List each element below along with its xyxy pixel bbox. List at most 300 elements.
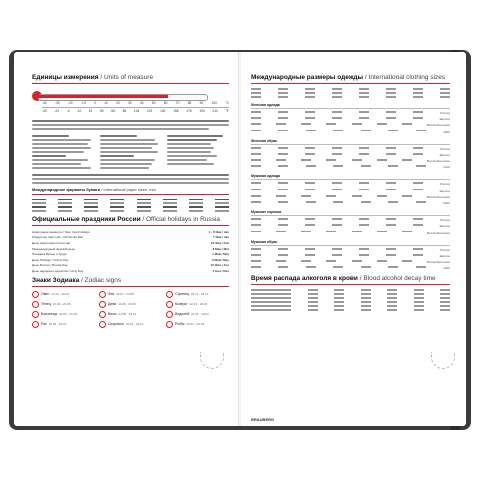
size-cell	[278, 117, 288, 119]
size-cell	[413, 224, 423, 226]
size-region: Европа	[439, 117, 450, 122]
holiday-date: 12 Июн / Jun	[210, 263, 229, 268]
size-row	[251, 182, 450, 186]
size-cell	[402, 195, 412, 197]
sizes-title-en: / International clothing sizes	[363, 74, 446, 81]
holiday-date: 9 Май / May	[212, 257, 229, 262]
fahrenheit-tick: 32	[88, 109, 93, 113]
size-cell	[276, 123, 286, 125]
fahrenheit-tick: 176	[186, 109, 192, 113]
size-cell	[332, 153, 342, 155]
size-region: Великобритания	[426, 159, 450, 164]
size-row	[251, 201, 450, 205]
fahrenheit-tick: 86	[122, 109, 127, 113]
zodiac-icon	[99, 291, 106, 298]
size-cell	[301, 195, 311, 197]
size-cell	[402, 159, 412, 161]
size-table	[251, 240, 450, 271]
size-cell	[276, 159, 286, 161]
zodiac-icon	[99, 311, 106, 318]
size-cell	[326, 195, 336, 197]
size-cell	[413, 117, 423, 119]
holiday-row	[32, 269, 229, 273]
size-cell	[377, 123, 387, 125]
size-row	[251, 189, 450, 193]
size-cell	[306, 266, 316, 268]
size-cell	[306, 201, 316, 203]
celsius-tick: 10	[104, 101, 108, 105]
size-cell	[332, 147, 342, 149]
size-cell	[305, 254, 315, 256]
zodiac-dates: 22.12 - 20.01	[189, 302, 208, 307]
size-cell	[332, 224, 342, 226]
size-row	[251, 117, 450, 121]
zodiac-dates: 24.09 - 23.10	[118, 312, 137, 317]
fahrenheit-tick: -22	[54, 109, 59, 113]
size-cell	[352, 195, 362, 197]
size-row	[251, 248, 450, 252]
size-cell	[251, 266, 261, 268]
size-cell	[352, 260, 362, 262]
size-cell	[276, 260, 286, 262]
holidays-list	[32, 230, 229, 273]
size-row	[251, 153, 450, 157]
size-table	[251, 139, 450, 170]
size-cell	[413, 218, 423, 220]
size-cell	[278, 130, 288, 132]
size-table-title: Мужская обувь	[251, 239, 278, 244]
units-title-en: / Units of measure	[98, 74, 154, 81]
size-region: США	[443, 129, 450, 134]
thermometer-fill	[38, 95, 168, 98]
size-cell	[359, 218, 369, 220]
size-cell	[386, 189, 396, 191]
holiday-name: Праздник Весны и Труда	[32, 252, 67, 257]
fahrenheit-scale	[42, 107, 229, 113]
size-row	[251, 147, 450, 151]
size-cell	[413, 147, 423, 149]
holiday-date: 1 - 8 Янв / Jan	[208, 229, 229, 234]
size-region: Россия	[440, 110, 450, 115]
size-row	[251, 218, 450, 222]
zodiac-name: Козерог	[175, 302, 188, 307]
celsius-scale	[42, 101, 229, 105]
zodiac-name: Дева	[108, 302, 117, 307]
celsius-tick: 30	[128, 101, 132, 105]
zodiac-item	[166, 321, 229, 328]
size-row	[251, 159, 450, 163]
size-cell	[333, 201, 343, 203]
size-cell	[359, 147, 369, 149]
size-cell	[386, 147, 396, 149]
size-cell	[251, 218, 261, 220]
size-cell	[301, 123, 311, 125]
size-row	[251, 260, 450, 264]
size-cell	[332, 254, 342, 256]
size-cell	[301, 260, 311, 262]
size-cell	[377, 260, 387, 262]
size-row	[251, 266, 450, 270]
size-row	[251, 195, 450, 199]
size-cell	[332, 248, 342, 250]
left-page	[14, 52, 239, 426]
zodiac-item	[166, 291, 229, 298]
size-table	[251, 174, 450, 205]
size-cell	[251, 111, 261, 113]
size-region: Великобритания	[426, 123, 450, 128]
size-cell	[416, 201, 426, 203]
size-cell	[278, 218, 288, 220]
zodiac-icon	[32, 321, 39, 328]
size-cell	[332, 117, 342, 119]
size-cell	[251, 201, 261, 203]
size-cell	[305, 182, 315, 184]
size-cell	[305, 153, 315, 155]
size-cell	[361, 201, 371, 203]
zodiac-name: Телец	[41, 302, 51, 307]
zodiac-item	[32, 301, 95, 308]
size-cell	[278, 248, 288, 250]
size-cell	[305, 224, 315, 226]
size-cell	[416, 130, 426, 132]
zodiac-dates: 21.03 - 20.04	[51, 292, 70, 297]
size-table	[251, 210, 450, 235]
size-cell	[416, 165, 426, 167]
size-cell	[305, 111, 315, 113]
zodiac-dates: 22.06 - 22.07	[48, 322, 67, 327]
celsius-tick: 50	[151, 101, 156, 105]
zodiac-dates: 24.08 - 23.09	[118, 302, 136, 307]
size-cell	[386, 153, 396, 155]
holiday-row	[32, 252, 229, 256]
size-row	[251, 224, 450, 228]
size-region: Европа	[439, 253, 450, 258]
alcohol-title-ru: Время распада алкоголя в крови	[251, 275, 358, 283]
size-cell	[332, 218, 342, 220]
size-cell	[301, 231, 311, 233]
size-cell	[413, 254, 423, 256]
celsius-tick: 20	[116, 101, 120, 105]
fahrenheit-tick: -40	[42, 109, 47, 113]
size-cell	[386, 248, 396, 250]
size-row	[251, 111, 450, 115]
size-cell	[388, 266, 398, 268]
size-cell	[305, 248, 315, 250]
size-row	[251, 123, 450, 127]
fahrenheit-tick: 158	[173, 109, 179, 113]
zodiac-name: Овен	[41, 292, 50, 297]
zodiac-dates: 21.04 - 21.05	[52, 302, 71, 307]
zodiac-icon	[166, 321, 173, 328]
fahrenheit-tick: -4	[66, 109, 70, 113]
sizes-title-ru: Международные размеры одежды	[251, 74, 364, 81]
fahrenheit-tick: 140	[160, 109, 166, 113]
zodiac-dates: 22.05 - 21.06	[59, 312, 77, 317]
zodiac-item	[32, 321, 95, 328]
celsius-tick: 0	[94, 101, 96, 105]
size-cell	[352, 231, 362, 233]
size-cell	[251, 147, 261, 149]
clothing-size-tables	[251, 103, 450, 271]
size-cell	[402, 231, 412, 233]
size-table-title: Мужские сорочки	[251, 210, 282, 215]
size-cell	[251, 165, 261, 167]
size-cell	[301, 159, 311, 161]
holiday-date: 4 Ноя / Nov	[212, 268, 229, 273]
units-columns	[32, 133, 229, 171]
holiday-name: Международный женский день	[32, 246, 76, 251]
units-title	[32, 74, 229, 84]
size-region: США	[443, 266, 450, 271]
celsius-tick: -40	[42, 101, 47, 105]
zodiac-title-ru: Знаки Зодиака	[32, 276, 80, 284]
celsius-tick: -30	[55, 101, 60, 105]
holidays-title-en: / Official holidays in Russia	[140, 215, 220, 223]
fahrenheit-unit: °F	[225, 109, 229, 113]
size-region: Европа	[439, 152, 450, 157]
size-cell	[278, 189, 288, 191]
paper-title-en: / International paper sizes, mm	[100, 186, 156, 192]
zodiac-name: Лев	[108, 292, 115, 297]
size-cell	[386, 117, 396, 119]
zodiac-dates: 23.11 - 21.12	[190, 292, 209, 297]
size-region: Великобритания	[426, 194, 450, 199]
size-cell	[402, 123, 412, 125]
size-cell	[332, 189, 342, 191]
celsius-tick: 90	[199, 101, 204, 105]
units-title-ru: Единицы измерения	[32, 74, 99, 81]
size-region: США	[443, 165, 450, 170]
zodiac-icon	[32, 291, 39, 298]
size-cell	[251, 153, 261, 155]
thermometer-scale	[32, 88, 229, 116]
size-cell	[278, 266, 288, 268]
size-cell	[359, 182, 369, 184]
size-cell	[386, 254, 396, 256]
zodiac-icon	[99, 301, 106, 308]
zodiac-item	[166, 301, 229, 308]
fahrenheit-tick: 68	[111, 109, 115, 113]
size-table-title: Женская обувь	[251, 138, 278, 143]
holiday-name: Новогодние каникулы / New Year holidays	[32, 229, 90, 234]
size-cell	[251, 130, 261, 132]
fahrenheit-tick: 122	[147, 109, 153, 113]
size-cell	[276, 231, 286, 233]
size-cell	[251, 254, 261, 256]
size-cell	[306, 130, 316, 132]
holiday-date: 7 Янв / Jan	[213, 235, 229, 240]
size-cell	[352, 159, 362, 161]
celsius-tick: -10	[81, 101, 86, 105]
zodiac-name: Стрелец	[175, 292, 189, 297]
size-cell	[333, 130, 343, 132]
holidays-title	[32, 216, 229, 226]
celsius-tick: 80	[187, 101, 192, 105]
size-cell	[359, 153, 369, 155]
holiday-date: 1 Май / May	[212, 252, 229, 257]
fahrenheit-tick: 104	[133, 109, 140, 113]
zodiac-icon	[32, 311, 39, 318]
size-cell	[359, 111, 369, 113]
conversions-lines	[32, 174, 229, 184]
size-region: Россия	[440, 247, 450, 252]
size-cell	[332, 182, 342, 184]
size-row	[251, 254, 450, 258]
size-cell	[251, 159, 261, 161]
fahrenheit-tick: 14	[77, 109, 81, 113]
size-cell	[413, 153, 423, 155]
size-cell	[326, 123, 336, 125]
right-page	[241, 52, 466, 426]
size-cell	[278, 254, 288, 256]
size-cell	[413, 189, 423, 191]
size-cell	[251, 117, 261, 119]
size-cell	[377, 159, 387, 161]
celsius-tick: 70	[175, 101, 180, 105]
size-cell	[402, 260, 412, 262]
size-cell	[278, 224, 288, 226]
size-cell	[305, 117, 315, 119]
zodiac-title-en: / Zodiac signs	[79, 276, 122, 284]
sizes-title	[251, 74, 450, 84]
zodiac-dates: 20.02 - 20.03	[186, 322, 205, 327]
zodiac-grid	[32, 291, 229, 328]
size-cell	[306, 165, 316, 167]
size-region: Великобритания	[426, 260, 450, 265]
holiday-row	[32, 235, 229, 239]
size-cell	[305, 147, 315, 149]
size-region: Европа	[439, 224, 450, 229]
size-cell	[278, 165, 288, 167]
size-table	[251, 103, 450, 134]
size-cell	[251, 195, 261, 197]
size-cell	[361, 130, 371, 132]
size-table-title: Женская одежда	[251, 102, 280, 107]
size-cell	[333, 266, 343, 268]
zodiac-item	[166, 311, 229, 318]
size-cell	[359, 248, 369, 250]
zodiac-item	[32, 291, 95, 298]
size-region: Россия	[440, 218, 450, 223]
alcohol-table	[251, 289, 450, 311]
size-row	[251, 165, 450, 169]
holiday-name: День защитника Отечества	[32, 240, 71, 245]
size-cell	[386, 218, 396, 220]
zodiac-name: Близнецы	[41, 312, 58, 317]
size-cell	[278, 182, 288, 184]
celsius-tick: 100	[211, 101, 217, 105]
size-cell	[361, 266, 371, 268]
size-cell	[359, 117, 369, 119]
fahrenheit-tick: 212	[212, 109, 218, 113]
size-cell	[386, 111, 396, 113]
size-table-title: Мужская одежда	[251, 174, 280, 179]
size-cell	[333, 165, 343, 167]
holiday-row	[32, 263, 229, 267]
zodiac-dates: 23.07 - 23.08	[116, 292, 134, 297]
size-cell	[278, 147, 288, 149]
size-cell	[332, 111, 342, 113]
corner-hook-right	[431, 352, 455, 369]
size-region: США	[443, 201, 450, 206]
size-cell	[251, 224, 261, 226]
size-cell	[251, 123, 261, 125]
zodiac-name: Рак	[41, 322, 47, 327]
alcohol-title	[251, 275, 450, 285]
size-cell	[386, 182, 396, 184]
holiday-row	[32, 247, 229, 251]
holiday-row	[32, 230, 229, 234]
size-cell	[251, 260, 261, 262]
size-region: Россия	[440, 146, 450, 151]
zodiac-item	[32, 311, 95, 318]
zodiac-name: Водолей	[175, 312, 190, 317]
zodiac-item	[99, 311, 162, 318]
size-cell	[305, 218, 315, 220]
holiday-name: Рождество Христово / Christmas Day	[32, 235, 84, 240]
holiday-row	[32, 241, 229, 245]
size-cell	[388, 130, 398, 132]
size-cell	[251, 231, 261, 233]
celsius-tick: 40	[139, 101, 144, 105]
size-cell	[361, 165, 371, 167]
celsius-tick: 60	[163, 101, 168, 105]
holiday-date: 8 Мар / Mar	[212, 246, 229, 251]
zodiac-icon	[32, 301, 39, 308]
alcohol-title-en: / Blood alcohol decay time	[357, 275, 436, 283]
zodiac-icon	[166, 301, 173, 308]
paper-sizes-table	[32, 199, 229, 212]
holidays-title-ru: Официальные праздники России	[32, 215, 141, 223]
holiday-name: День России / Russia Day	[32, 263, 68, 268]
fahrenheit-tick: 194	[199, 109, 205, 113]
size-cell	[388, 165, 398, 167]
zodiac-item	[99, 291, 162, 298]
size-cell	[278, 201, 288, 203]
zodiac-icon	[166, 311, 173, 318]
zodiac-icon	[166, 291, 173, 298]
size-cell	[326, 260, 336, 262]
size-region: Россия	[440, 182, 450, 187]
size-region: Европа	[439, 188, 450, 193]
size-cell	[413, 182, 423, 184]
size-row	[251, 130, 450, 134]
size-cell	[386, 224, 396, 226]
zodiac-icon	[99, 321, 106, 328]
holiday-date: 23 Фев / Feb	[210, 240, 229, 245]
size-cell	[251, 248, 261, 250]
size-cell	[416, 266, 426, 268]
size-region: Великобритания	[426, 230, 450, 235]
size-cell	[326, 159, 336, 161]
zodiac-item	[99, 321, 162, 328]
holiday-name: День народного единства / Unity Day	[32, 268, 84, 273]
zodiac-title	[32, 277, 229, 287]
holiday-row	[32, 258, 229, 262]
celsius-unit: °C	[225, 101, 229, 105]
zodiac-name: Весы	[108, 312, 117, 317]
size-cell	[359, 189, 369, 191]
size-cell	[251, 189, 261, 191]
size-cell	[377, 231, 387, 233]
size-cell	[413, 111, 423, 113]
size-cell	[388, 201, 398, 203]
fahrenheit-tick: 50	[99, 109, 104, 113]
size-header-table	[251, 88, 450, 98]
paper-title	[32, 187, 229, 195]
zodiac-name: Скорпион	[108, 322, 124, 327]
holiday-name: День Победы / Victory Day	[32, 257, 69, 262]
